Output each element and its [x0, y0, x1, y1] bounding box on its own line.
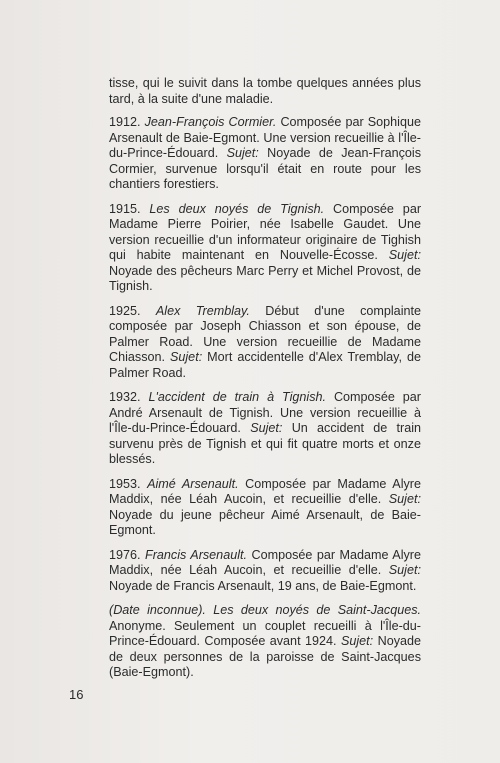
sujet-label: Sujet: [388, 248, 421, 262]
sujet-label: Sujet: [169, 350, 203, 364]
entry-year: 1976. [109, 547, 141, 562]
entry-title: Alex Tremblay. [155, 303, 250, 318]
entry-body: Anonyme. Seulement un couplet recueilli à l'Île-du-Prince-Édouard. Composée avant 1924. [109, 618, 421, 648]
entry-year: 1915. [109, 201, 141, 216]
entry-body: Composée par Madame Alyre Maddix, née Léah Aucoin, et recueillie d'elle. [109, 476, 421, 506]
entry-title: L'accident de train à Tignish. [148, 390, 327, 404]
entry-body: Composée par Sophique Arsenault de Baie-Egmont. Une version recueillie à l'Île-du-Prince-Édouard. [109, 115, 421, 160]
entry-date-inconnue [109, 603, 421, 681]
entry-1915 [109, 202, 421, 295]
entry-body: Début d'une complainte composée par Joseph Chiasson et son épouse, de Palmer Road. Une version recueillie de Madame Chiasson. [109, 303, 421, 364]
entry-title: Francis Arsenault. [145, 547, 247, 562]
entry-sujet: Noyade de Jean-François Cormier, survenue lorsqu'il était en route pour les chantiers forestiers. [109, 146, 422, 191]
entry-1912 [109, 115, 421, 193]
intro-paragraph: tisse, qui le suivit dans la tombe quelques années plus tard, à la suite d'une maladie. [109, 76, 421, 106]
entry-sujet: Noyade de deux personnes de la paroisse de Saint-Jacques (Baie-Egmont). [109, 634, 422, 679]
entry-body: Composée par Madame Pierre Poirier, née Isabelle Gaudet. Une version recueillie d'un informateur originaire de Tighish qui habite maintenant en Nouvelle-Écosse. [109, 201, 422, 262]
entry-title: Les deux noyés de Saint-Jacques. [213, 603, 422, 617]
entry-1925 [109, 304, 421, 382]
sujet-label: Sujet: [226, 146, 259, 160]
page-number: 16 [69, 687, 84, 702]
sujet-label: Sujet: [250, 421, 283, 435]
page-text [109, 76, 421, 690]
entry-title: Jean-François Cormier. [144, 115, 277, 129]
entry-body: Composée par André Arsenault de Tignish. Une version recueillie à l'Île-du-Prince-Édouard. [109, 390, 421, 435]
entry-sujet: Noyade de Francis Arsenault, 19 ans, de Baie-Egmont. [109, 578, 417, 593]
entry-1932 [109, 390, 421, 468]
entry-title: Aimé Arsenault. [147, 476, 239, 491]
entry-body: Composée par Madame Alyre Maddix, née Léah Aucoin, et recueillie d'elle. [109, 547, 422, 577]
entry-year: (Date inconnue). [109, 603, 206, 617]
entry-1953 [109, 477, 421, 539]
entry-title: Les deux noyés de Tignish. [149, 201, 325, 216]
entry-1976 [109, 548, 421, 595]
entry-sujet: Un accident de train survenu près de Tignish et qui fit quatre morts et onze blessés. [109, 421, 422, 466]
sujet-label: Sujet: [340, 634, 374, 648]
entry-sujet: Noyade des pêcheurs Marc Perry et Michel Provost, de Tignish. [109, 263, 421, 293]
sujet-label: Sujet: [388, 492, 421, 506]
entry-year: 1912. [109, 115, 141, 129]
sujet-label: Sujet: [388, 563, 421, 577]
entry-year: 1932. [109, 390, 141, 404]
entry-year: 1953. [109, 476, 141, 491]
entry-sujet: Noyade du jeune pêcheur Aimé Arsenault, de Baie-Egmont. [109, 507, 421, 537]
entry-year: 1925. [109, 303, 141, 318]
entry-sujet: Mort accidentelle d'Alex Tremblay, de Palmer Road. [109, 350, 421, 380]
